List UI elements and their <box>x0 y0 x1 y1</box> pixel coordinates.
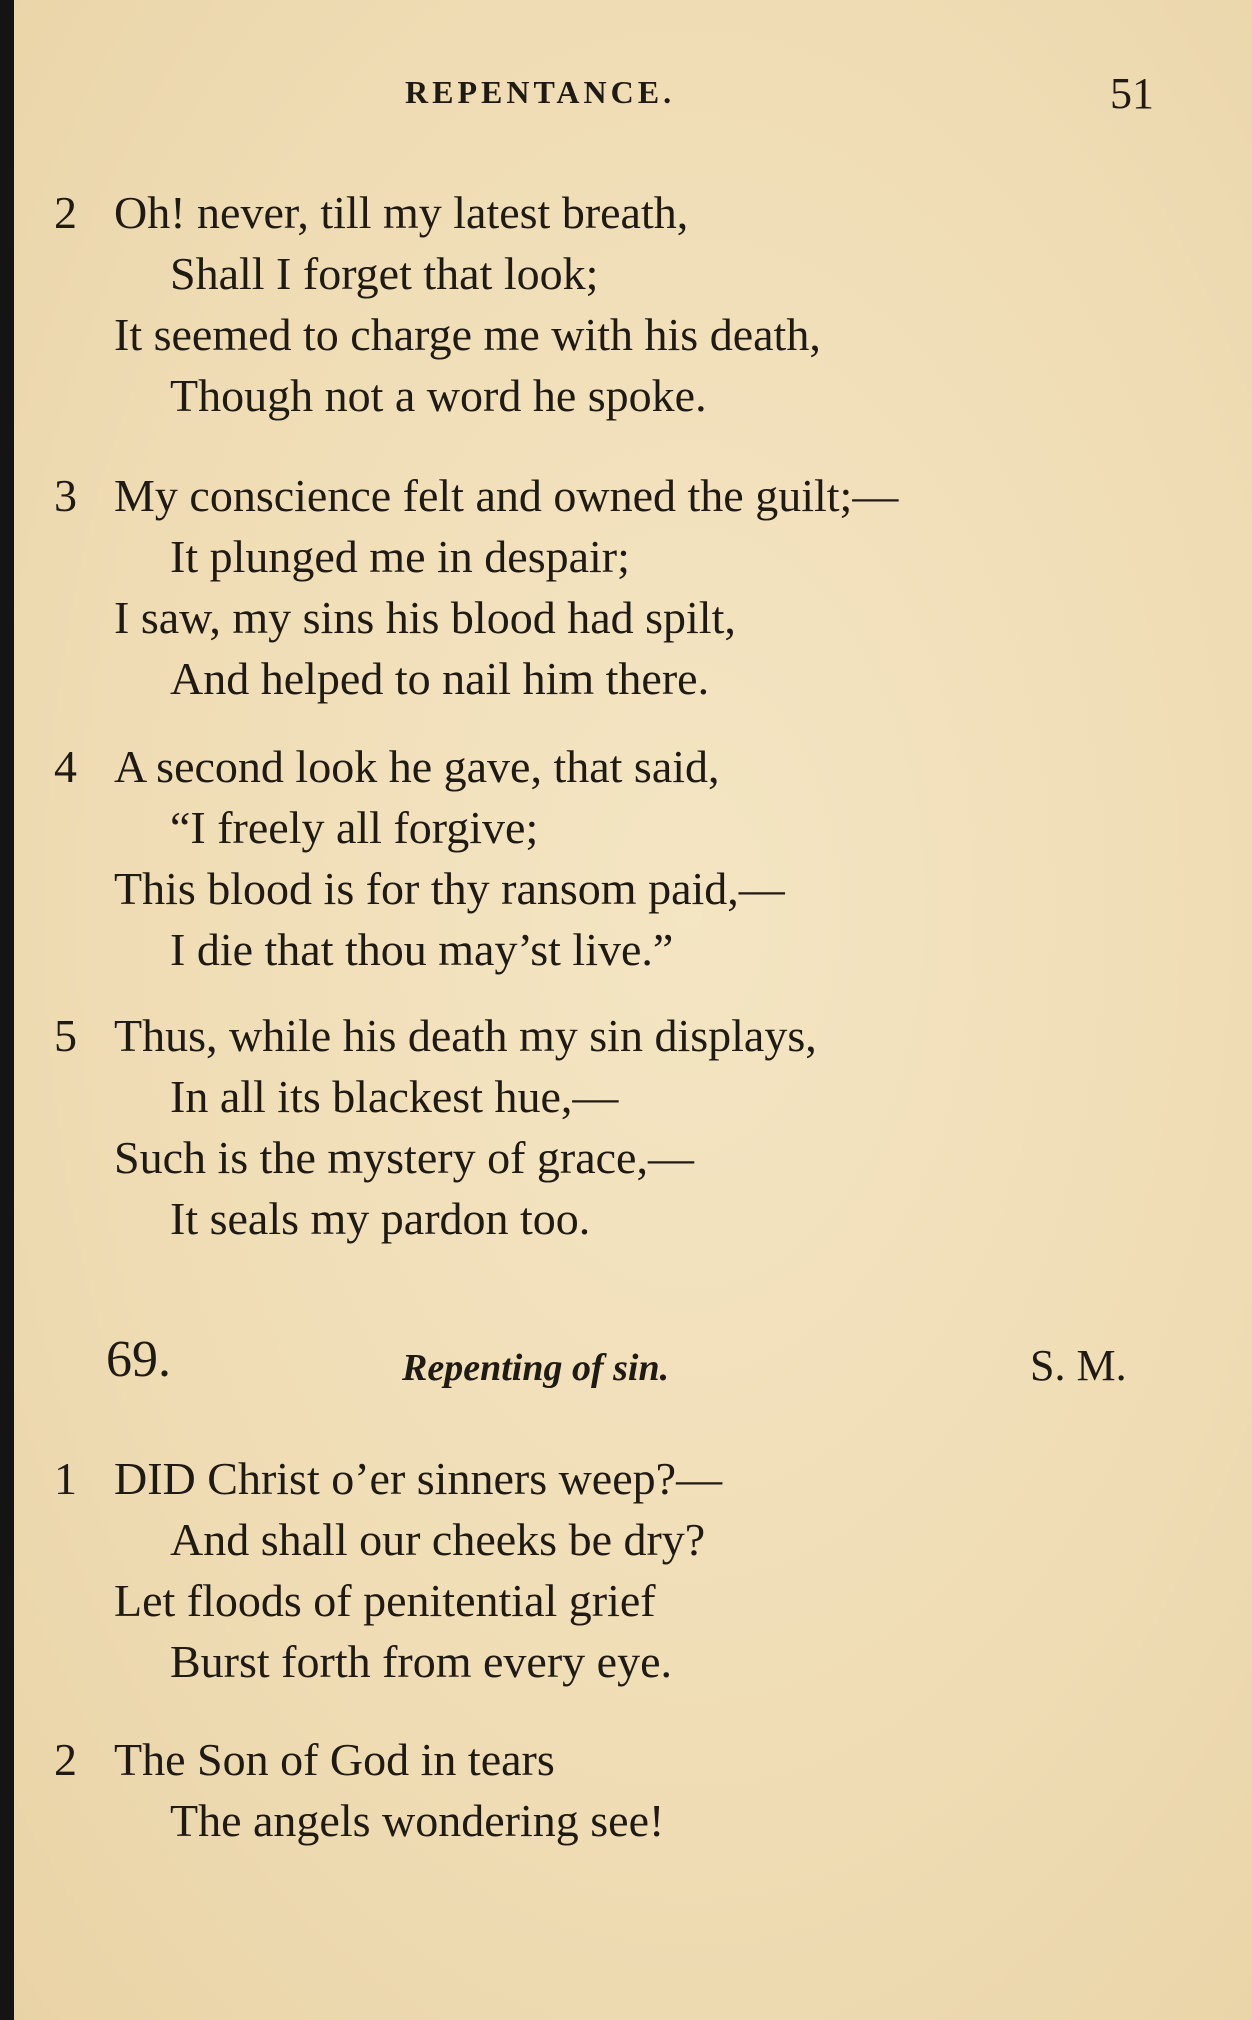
verse-line: It seemed to charge me with his death, <box>114 309 821 360</box>
stanza-number: 4 <box>54 741 77 792</box>
verse-line: DID Christ o’er sinners weep?— <box>114 1453 723 1504</box>
page-gutter-edge <box>0 0 14 2020</box>
stanza-number: 5 <box>54 1010 77 1061</box>
verse-line: I die that thou may’st live.” <box>170 924 674 975</box>
running-title: REPENTANCE. <box>405 74 676 110</box>
verse-line: Though not a word he spoke. <box>170 370 707 421</box>
verse-line: This blood is for thy ransom paid,— <box>114 863 785 914</box>
hymn-meter: S. M. <box>1030 1341 1127 1390</box>
hymn-heading <box>0 1330 1252 1400</box>
verse-line: A second look he gave, that said, <box>114 741 720 792</box>
verse-line: And helped to nail him there. <box>170 653 710 704</box>
stanza-number: 2 <box>54 187 77 238</box>
verse-line: Such is the mystery of grace,— <box>114 1132 694 1183</box>
stanza-number: 2 <box>54 1734 77 1785</box>
verse-line: And shall our cheeks be dry? <box>170 1514 706 1565</box>
verse-line: Burst forth from every eye. <box>170 1636 673 1687</box>
hymn-number: 69. <box>106 1331 171 1388</box>
verse-line: Oh! never, till my latest breath, <box>114 187 689 238</box>
verse-line: Shall I forget that look; <box>170 248 599 299</box>
verse-line: I saw, my sins his blood had spilt, <box>114 592 736 643</box>
verse-line: It plunged me in despair; <box>170 531 630 582</box>
hymn-subject: Repenting of sin. <box>402 1347 670 1389</box>
verse-line: The angels wondering see! <box>170 1795 665 1846</box>
stanza-number: 1 <box>54 1453 77 1504</box>
page-number: 51 <box>1110 69 1154 118</box>
verse-line: Let floods of penitential grief <box>114 1575 656 1626</box>
verse-line: “I freely all forgive; <box>170 802 539 853</box>
stanza-number: 3 <box>54 470 77 521</box>
verse-line: The Son of God in tears <box>114 1734 555 1785</box>
running-head <box>0 68 1252 128</box>
verse-line: It seals my pardon too. <box>170 1193 591 1244</box>
verse-line: My conscience felt and owned the guilt;— <box>114 470 899 521</box>
verse-line: In all its blackest hue,— <box>170 1071 619 1122</box>
verse-line: Thus, while his death my sin displays, <box>114 1010 817 1061</box>
